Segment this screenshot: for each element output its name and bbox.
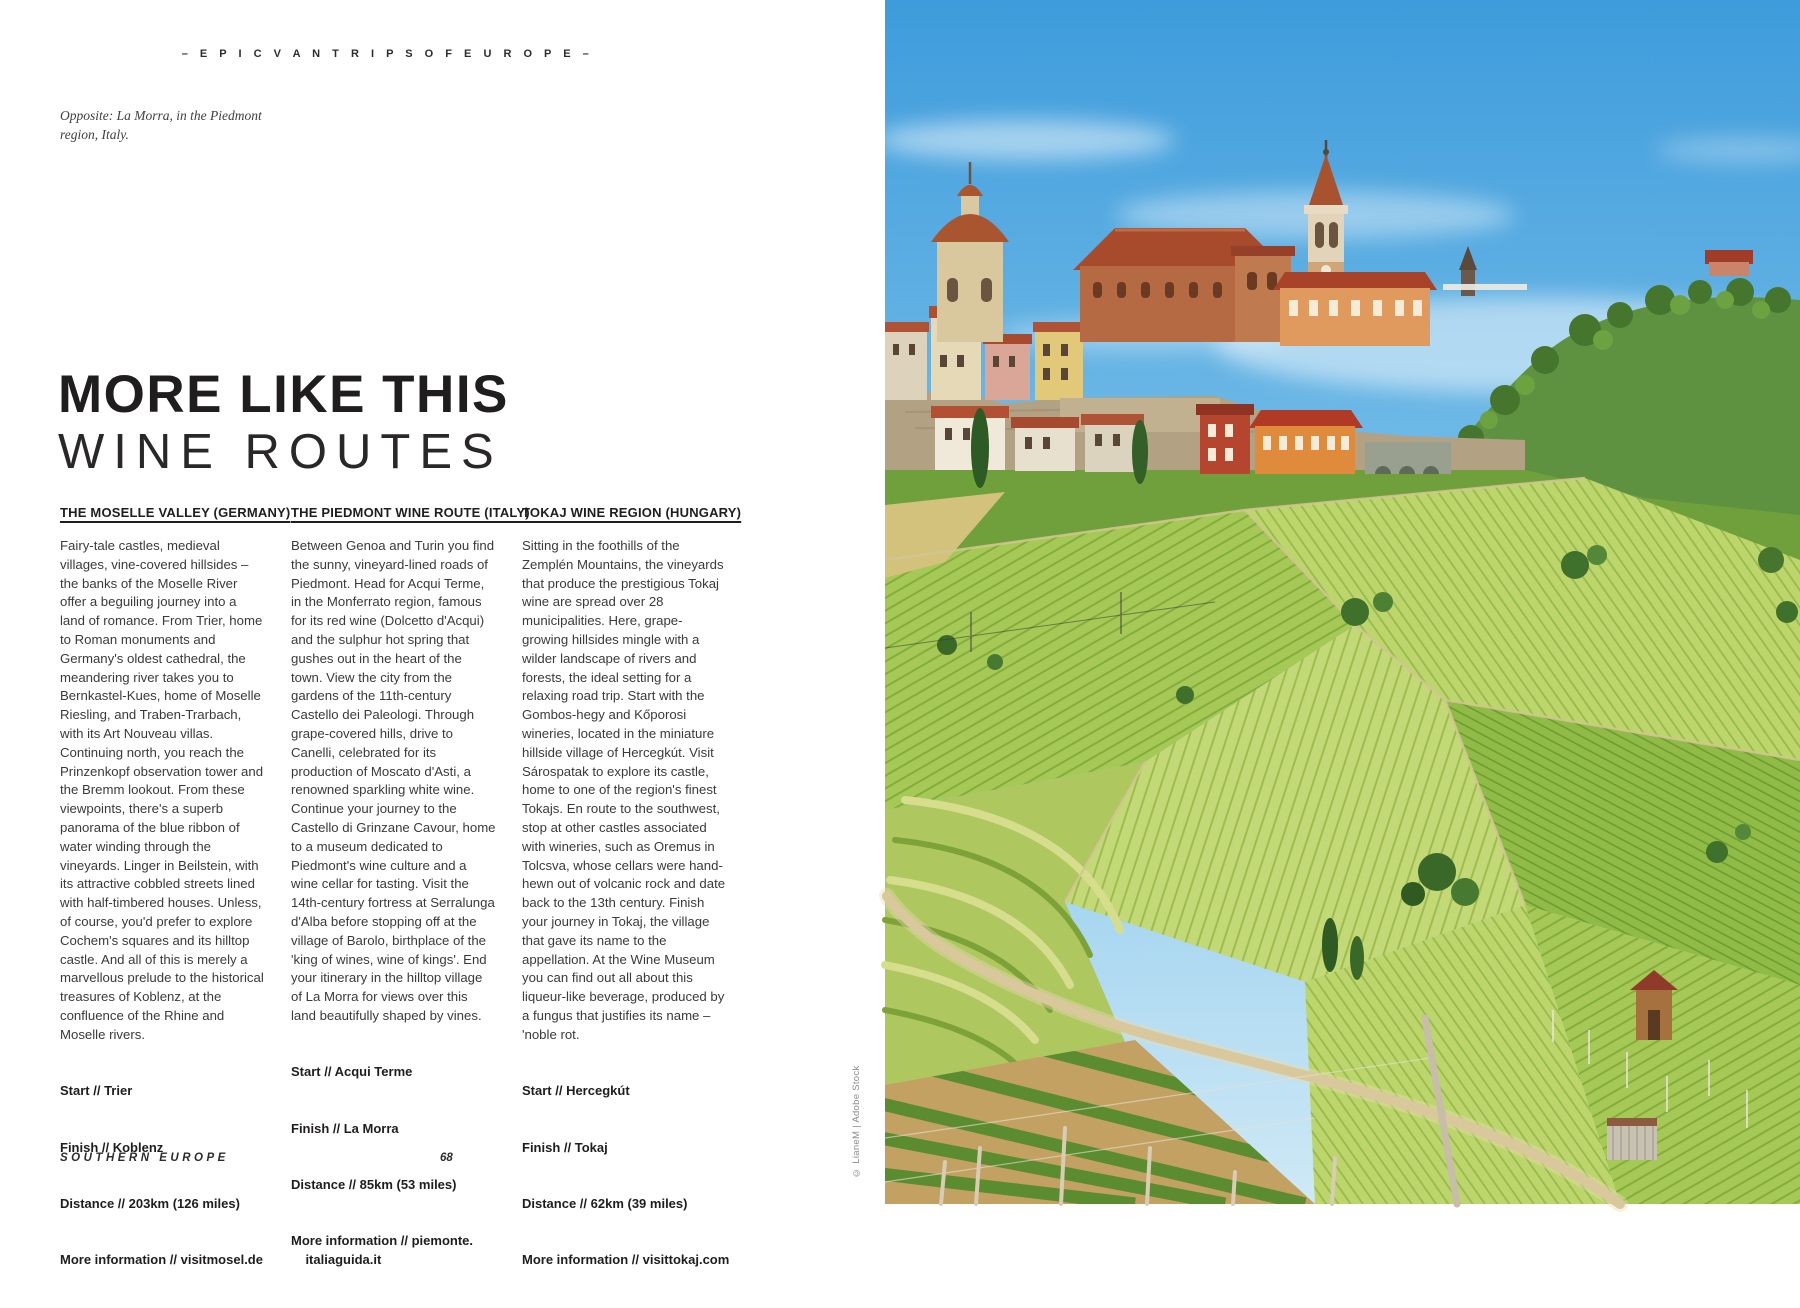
- article-heading: THE PIEDMONT WINE ROUTE (ITALY): [291, 505, 530, 520]
- page-title: MORE LIKE THIS: [58, 365, 509, 424]
- article-stats: [60, 1045, 265, 1308]
- article-body: Sitting in the foothills of the Zemplén Mountains, the vineyards that produce the prestigious Tokaj wine are spread over 28 municipalities. Here, grape-growing hillsides mingle with a wilder landscape of rivers and forests, the ideal setting for a relaxing road trip. Start with the Gombos-hegy and Kőporosi wineries, located in the miniature hillside village of Hercegkút. Visit Sárospatak to explore its castle, home to one of the region's finest Tokajs. En route to the southwest, stop at other castles associated with wineries, such as Oremus in Tolcsva, whose cellars were hand-hewn out of volcanic rock and date back to the 13th century. Finish your journey in Tokaj, the village that gave its name to the appellation. At the Wine Museum you can find out all about this liqueur-like beverage, produced by a fungus that justifies its name – 'noble rot.: [522, 538, 726, 1042]
- article-stats: [522, 1045, 730, 1308]
- article-heading: THE MOSELLE VALLEY (GERMANY): [60, 505, 291, 520]
- stat-distance: Distance // 85km (53 miles): [291, 1177, 457, 1193]
- article-moselle-valley: [60, 505, 291, 1308]
- stat-more-info: More information // piemonte. italiaguida.it: [291, 1233, 474, 1268]
- stat-finish: Finish // Koblenz: [60, 1139, 164, 1155]
- stat-start: Start // Acqui Terme: [291, 1064, 413, 1080]
- section-label: SOUTHERN EUROPE: [60, 1152, 229, 1164]
- la-morra-photo: [885, 0, 1800, 1204]
- stat-more-info: More information // visitmosel.de: [60, 1252, 263, 1268]
- article-heading: TOKAJ WINE REGION (HUNGARY): [522, 505, 742, 520]
- stat-more-info: More information // visittokaj.com: [522, 1252, 730, 1268]
- caption-line-2: region, Italy.: [60, 127, 129, 142]
- stat-finish: Finish // Tokaj: [522, 1139, 608, 1155]
- stat-start: Start // Trier: [60, 1083, 133, 1099]
- article-body: Fairy-tale castles, medieval villages, vine-covered hillsides – the banks of the Moselle River offer a beguiling journey into a land of romance. From Trier, home to Roman monuments and Germany's oldest cathedral, the meandering river takes you to Bernkastel-Kues, home of Moselle Riesling, and Traben-Trarbach, with its Art Nouveau villas. Continuing north, you reach the Prinzenkopf observation tower and the Bremm lookout. From these viewpoints, there's a superb panorama of the blue ribbon of water winding through the vineyards. Linger in Beilstein, with its attractive cobbled streets lined with half-timbered houses. Unless, of course, you'd prefer to explore Cochem's squares and its hilltop castle. And all of this is merely a marvellous prelude to the historical treasures of Koblenz, at the confluence of the Rhine and Moselle rivers.: [60, 538, 264, 1042]
- caption-line-1: Opposite: La Morra, in the Piedmont: [60, 108, 262, 123]
- basilica: [1073, 228, 1295, 342]
- stat-distance: Distance // 203km (126 miles): [60, 1195, 240, 1211]
- orange-villa: [1273, 272, 1437, 346]
- stat-start: Start // Hercegkút: [522, 1083, 630, 1099]
- stat-finish: Finish // La Morra: [291, 1120, 399, 1136]
- balustrade: [1443, 284, 1527, 290]
- article-tokaj: [522, 505, 742, 1308]
- article-columns: [60, 505, 742, 1308]
- photo-credit: © LianeM | Adobe Stock: [851, 1065, 862, 1178]
- la-morra-photo-illustration: [885, 0, 1800, 1204]
- shed: [1607, 1118, 1657, 1160]
- article-body: Between Genoa and Turin you find the sunny, vineyard-lined roads of Piedmont. Head for Acqui Terme, in the Monferrato region, famous for its red wine (Dolcetto d'Acqui) and the sulphur hot spring that gushes out in the heart of the town. View the city from the gardens of the 11th-century Castello dei Paleologi. Through grape-covered hills, drive to Canelli, celebrated for its production of Moscato d'Asti, a renowned sparkling white wine. Continue your journey to the Castello di Grinzane Cavour, home to a museum dedicated to Piedmont's wine culture and a wine cellar for tasting. Visit the 14th-century fortress at Serralunga d'Alba before stopping off at the village of Barolo, birthplace of the 'king of wines, wine of kings'. End your itinerary in the hilltop village of La Morra for views over this land beautifully shaped by vines.: [291, 538, 496, 1023]
- stat-distance: Distance // 62km (39 miles): [522, 1195, 688, 1211]
- photo-caption: [60, 106, 262, 144]
- running-header: – E P I C V A N T R I P S O F E U R O P E –: [181, 48, 594, 60]
- article-stats: [291, 1026, 496, 1308]
- page-number: 68: [440, 1152, 453, 1164]
- page-subtitle: WINE ROUTES: [58, 425, 503, 479]
- article-piedmont: [291, 505, 530, 1308]
